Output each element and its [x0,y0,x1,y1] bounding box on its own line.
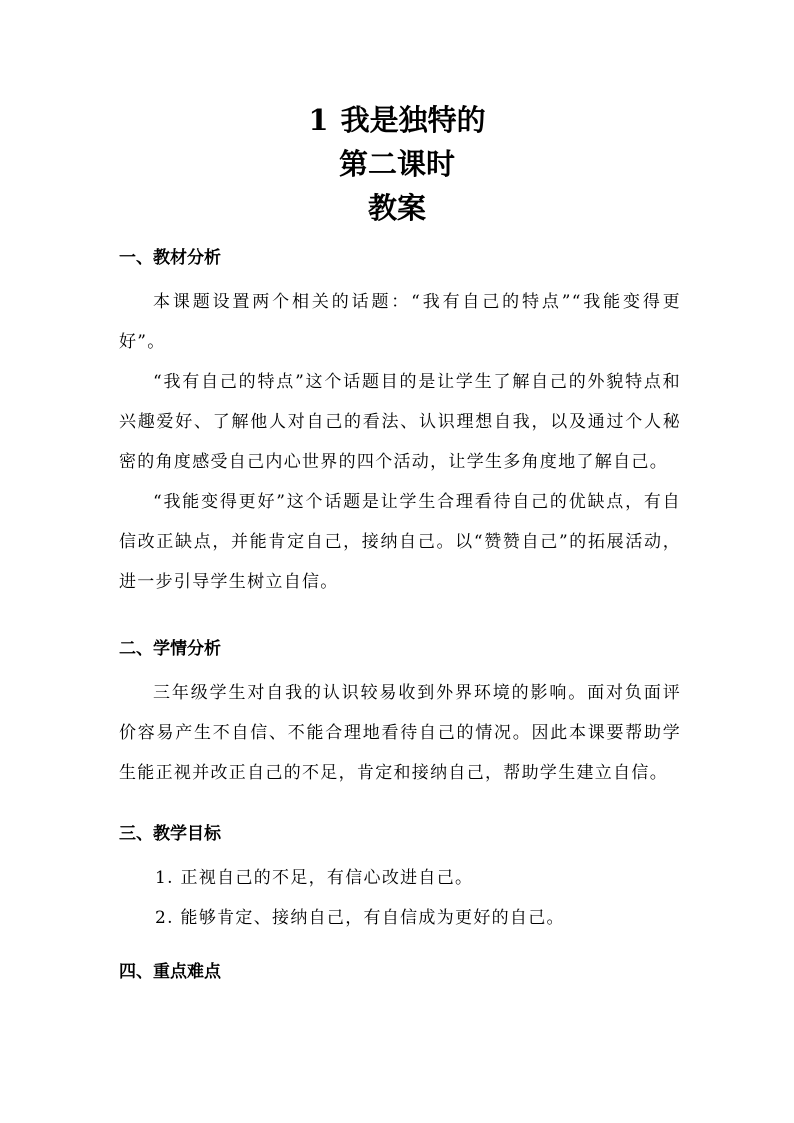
document-title [0,98,794,230]
paragraph: 三年级学生对自我的认识较易收到外界环境的影响。面对负面评价容易产生不自信、不能合理地看待自己的情况。因此本课要帮助学生能正视并改正自己的不足，肯定和接纳自己，帮助学生建立自信。 [119,683,681,783]
list-item: 1. 正视自己的不足，有信心改进自己。 [155,868,474,888]
section-material-analysis [119,240,681,602]
title-doc-type: 教案 [367,191,426,225]
section-heading: 三、教学目标 [119,824,221,844]
section-student-analysis [119,631,681,793]
title-lesson-name: 我是独特的 [340,103,486,137]
section-heading: 二、学情分析 [119,639,221,659]
paragraph: “我有自己的特点”这个话题目的是让学生了解自己的外貌特点和兴趣爱好、了解他人对自己的看法、认识理想自我，以及通过个人秘密的角度感受自己内心世界的四个活动，让学生多角度地了解自己。 [119,372,681,472]
title-period: 第二课时 [338,147,455,181]
section-key-points [119,954,681,990]
list-item: 2. 能够肯定、接纳自己，有自信成为更好的自己。 [155,908,565,928]
title-lesson [0,98,794,142]
paragraph: “我能变得更好”这个话题是让学生合理看待自己的优缺点，有自信改正缺点，并能肯定自己，接纳自己。以“赞赞自己”的拓展活动，进一步引导学生树立自信。 [119,492,681,592]
section-heading: 一、教材分析 [119,248,221,268]
title-number: 1 [308,103,329,137]
section-teaching-goals [119,816,681,938]
section-heading: 四、重点难点 [119,962,221,982]
paragraph: 本课题设置两个相关的话题：“我有自己的特点”“我能变得更好”。 [119,292,681,352]
